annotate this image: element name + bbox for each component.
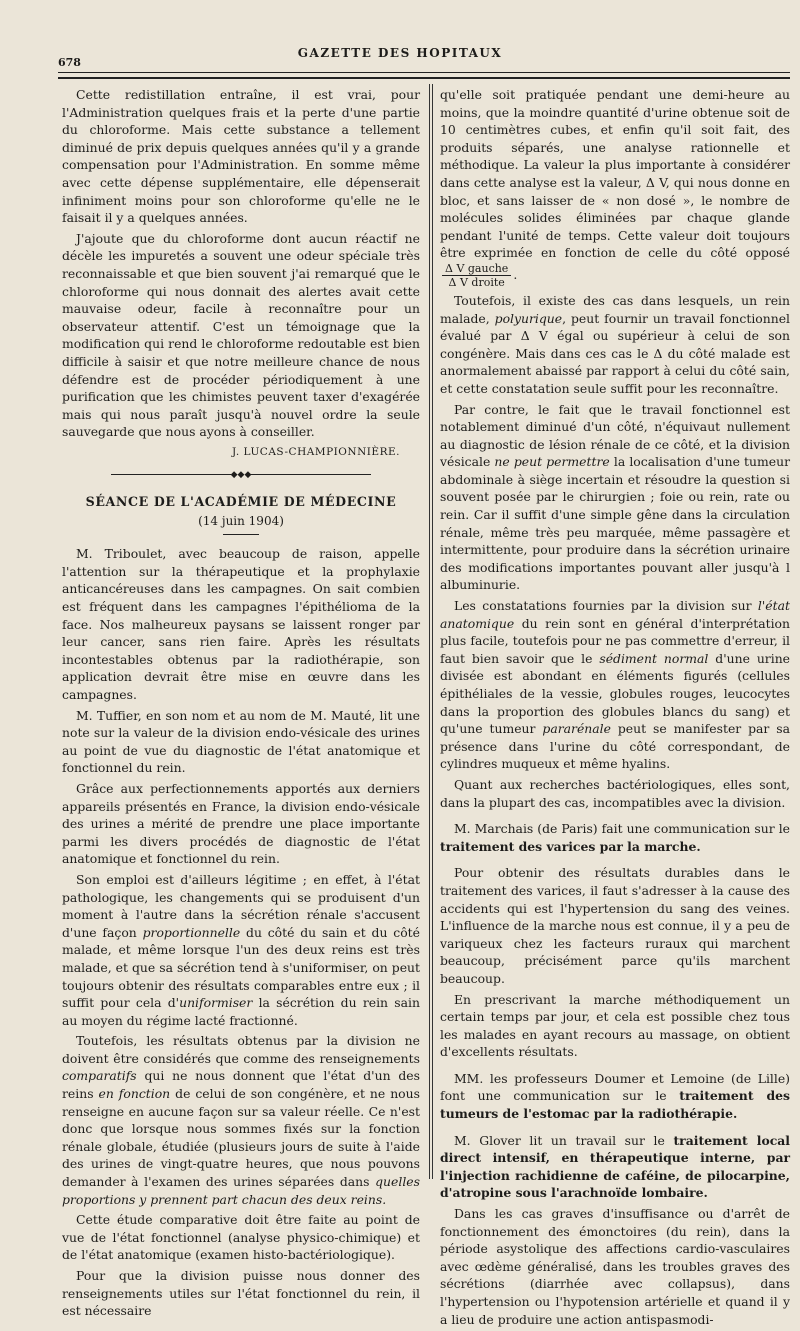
paragraph: J'ajoute que du chloroforme dont aucun réactif ne décèle les impuretés a souvent une odeur spéciale très reconnaissable et que bien souvent j'ai remarqué que le chloroforme qui nous donnait des alertes avait cette mauvaise odeur, facile à reconnaître pour un observateur attentif. C'est un témoignage que la modification qui rend le chloroforme redoutable est bien difficile à saisir et que notre meilleure chance de nous défendre est de procéder périodiquement à une purification que les chimistes peuvent taxer d'exagérée mais qui nous paraît jusqu'à nouvel ordre la seule sauvegarde que nous ayons à conseiller. [62,230,420,440]
italic-run: l'état anatomique [440,598,790,631]
paragraph: qu'elle soit pratiquée pendant une demi-heure au moins, que la moindre quantité d'urine obtenue soit de 10 centimètres cubes, et enfin qu'il soit fait, des produits séparés, une analyse rationnelle et méthodique. La valeur la plus importante à considérer dans cette analyse est la valeur, Δ V, qui nous donne en bloc, et sans laisser de « non dosé », le nombre de molécules solides éliminées par chaque glande pendant l'unité de temps. Cette valeur doit toujours être exprimée en fonction de celle du côté opposé $\frac{\text{Δ V gauche}}{\text{Δ V droite}}$ . [440,87,790,289]
page-number: 678 [58,56,81,69]
text-run: M. Glover lit un travail sur le [454,1132,665,1148]
column-divider-inner [432,84,433,1179]
text-run: qui ne nous donnent que l'état d'un des reins [62,1068,420,1102]
ornament-divider: ◆◆◆ [62,467,420,485]
italic-run: uniformiser [179,995,253,1011]
text-run: Par contre, le fait que le travail fonctionnel est notablement diminué d'un côté, n'équivaut nullement au diagnostic de lésion rénale de ce côté, et la division vésicale [440,401,790,470]
italic-run: polyurique [494,310,563,326]
bold-run: traitement local direct intensif, en thérapeutique interne, par l'injection rachidienne de caféine, de pilocarpine, d'atropine sous l'arachnoïde lombaire. [440,1132,790,1201]
paragraph: M. Triboulet, avec beaucoup de raison, appelle l'attention sur la thérapeutique et la prophylaxie anticancéreuses dans les campagnes. On sait combien est fréquent dans les campagnes l'épithélioma de la face. Nos malheureux paysans se laissent ronger par leur cancer, sans rien faire. Après les résultats incontestables obtenus par la radiothérapie, son application devrait être mise en œuvre dans les campagnes. [62,546,420,702]
italic-run: comparatifs [62,1068,137,1084]
text-run: M. Marchais (de Paris) fait une communication sur le [454,821,790,837]
text-run: qu'elle soit pratiquée pendant une demi-heure au moins, que la moindre quantité d'urine obtenue soit de 10 centimètres cubes, et enfin qu'il soit fait, des produits séparés, une analyse rationnelle et méthodique. La valeur la plus importante à considérer dans cette analyse est la valeur, Δ V, qui nous donne en bloc, et sans laisser de « non dosé », le nombre de molécules solides éliminées par chaque glande pendant l'unité de temps. Cette valeur doit toujours être exprimée en fonction de celle du côté opposé [440,87,790,261]
section-title: SÉANCE DE L'ACADÉMIE DE MÉDECINE [85,494,397,510]
text-run: , peut fournir un travail fonctionnel évalué par Δ V égal ou supérieur à celui de son congénère. Mais dans ces cas le Δ du côté malade est anormalement abaissé par rapport à celui du côté sain, et cette constatation seule suffit pour les reconnaître. [440,310,790,396]
text-run: du côté du sain et du côté malade, et même lorsque l'un des deux reins est très malade, et que sa sécrétion tend à s'uniformiser, on peut toujours obtenir des résultats comparables entre eux ; il suffit pour cela d' [62,924,420,1011]
paragraph [440,292,790,398]
italic-run: en fonction [98,1086,171,1102]
italic-run: sédiment normal [599,650,709,666]
paragraph [440,1132,790,1202]
paragraph: Cette étude comparative doit être faite au point de vue de l'état fonctionnel (analyse physico-chimique) et de l'état anatomique (examen histo-bactériologique). [62,1212,420,1263]
paragraph: En prescrivant la marche méthodiquement un certain temps par jour, et cela est possible chez tous les malades en ayant recours au massage, on obtient d'excellents résultats. [440,991,790,1060]
paragraph [440,1070,790,1123]
paragraph: Dans les cas graves d'insuffisance ou d'arrêt de fonctionnement des émonctoires (du rein), dans la période asystolique des affections cardio-vasculaires avec œdème généralisé, dans les troubles graves des sécrétions (diarrhée avec collapsus), dans l'hypertension ou l'hypotension artérielle et quand il y a lieu de produire une action antispasmodi- [440,1206,790,1327]
text-run: la sécrétion du rein sain au moyen du régime lacté fractionné. [62,995,420,1028]
text-run: la localisation d'une tumeur abdominale à siège incertain et résoudre la question si souvent posée par le chirurgien ; foie ou rein, rate ou rein. Car il suffit d'une simple gêne dans la circulation rénale, même très peu marquée, même passagère et intermittente, pour produire dans la sécrétion urinaire des modifications importantes pouvant aller jusqu'à l albuminurie. [440,454,790,593]
text-run: Son emploi est d'ailleurs légitime ; en effet, à l'état pathologique, les changements qui se produisent d'un moment à l'autre dans la sécrétion rénale s'accusent d'une façon [62,871,420,940]
column-divider [429,84,430,1179]
section-date: (14 juin 1904) [198,513,284,528]
running-title: GAZETTE DES HOPITAUX [297,46,503,60]
text-run: MM. les professeurs Doumer et Lemoine (de Lille) font une communication sur le [440,1070,790,1104]
text-run: peut se manifester par sa présence dans l'urine du côté correspondant, de cylindres muqueux et même hyalins. [440,721,790,772]
header-rule-thick [58,77,790,79]
right-column [440,86,790,1331]
left-column [62,86,420,1323]
text-run: Toutefois, les résultats obtenus par la division ne doivent être considérés que comme des renseignements [62,1033,420,1066]
bold-run: traitement des varices par la marche. [440,838,701,854]
fraction-numerator: Δ V gauche [442,262,511,276]
paragraph: Cette redistillation entraîne, il est vrai, pour l'Administration quelques frais et la perte d'une partie du chloroforme. Mais cette substance a tellement diminué de prix depuis quelques années qu'il y a grande compensation pour l'Administration. En somme même avec cette dépense supplémentaire, elle dépenserait infiniment moins pour son chloroforme qu'elle ne le faisait il y a quelques années. [62,87,420,226]
italic-run: ne peut permettre [494,454,610,470]
paragraph [440,401,790,595]
paragraph: M. Tuffier, en son nom et au nom de M. Mauté, lit une note sur la valeur de la division endo-vésicale des urines au point de vue du diagnostic de l'état anatomique et fonctionnel du rein. [62,707,420,776]
paragraph: Pour obtenir des résultats durables dans le traitement des varices, il faut s'adresser à la cause des accidents qui est l'hypertension du sang des veines. L'influence de la marche nous est connue, il y a peu de variqueux chez les facteurs ruraux qui marchent beaucoup, précisément parce qu'ils marchent beaucoup. [440,865,790,986]
fraction [442,262,511,289]
text-run: de celui de son congénère, et ne nous renseigne en aucune façon sur sa valeur réelle. Ce n'est donc que lorsque nous sommes fixés sur la fonction rénale globale, étudiée (plusieurs jours de suite à l'aide des urines de vingt-quatre heures, que nous pouvons demander à l'examen des urines séparées dans [62,1086,420,1190]
header-rule [58,72,790,73]
bold-run: traitement des tumeurs de l'estomac par la radiothérapie. [440,1088,790,1122]
fraction-denominator: Δ V droite [448,275,505,289]
paragraph [440,597,790,773]
italic-run: pararénale [542,721,611,737]
text-run: Toutefois, il existe des cas dans lesquels, un rein malade, [440,292,790,326]
text-run: d'une urine divisée est abondant en éléments figurés (cellules épithéliales de la vessie, globules rouges, leucocytes dans la proportion des globules blancs du sang) et qu'une tumeur [440,650,791,737]
italic-run: proportionnelle [142,924,241,940]
small-rule [223,534,259,535]
paragraph: Quant aux recherches bactériologiques, elles sont, dans la plupart des cas, incompatibles avec la division. [440,776,790,810]
paragraph: Pour que la division puisse nous donner des renseignements utiles sur l'état fonctionnel du rein, il est nécessaire [62,1268,420,1319]
paragraph: Grâce aux perfectionnements apportés aux derniers appareils présentés en France, la division endo-vésicale des urines a mérité de prendre une place importante parmi les divers procédés de diagnostic de l'état anatomique et fonctionnel du rein. [62,780,420,867]
paragraph [62,871,420,1029]
paragraph [440,820,790,855]
text-run: du rein sont en général d'interprétation plus facile, toutefois pour ne pas commettre d'erreur, il faut bien savoir que le [440,615,790,666]
author-signature: J. LUCAS-CHAMPIONNIÈRE. [231,445,400,458]
paragraph [62,1032,420,1208]
text-run: Les constatations fournies par la division sur [454,598,752,614]
italic-run: quelles proportions y prennent part chacun des deux reins. [62,1174,420,1207]
